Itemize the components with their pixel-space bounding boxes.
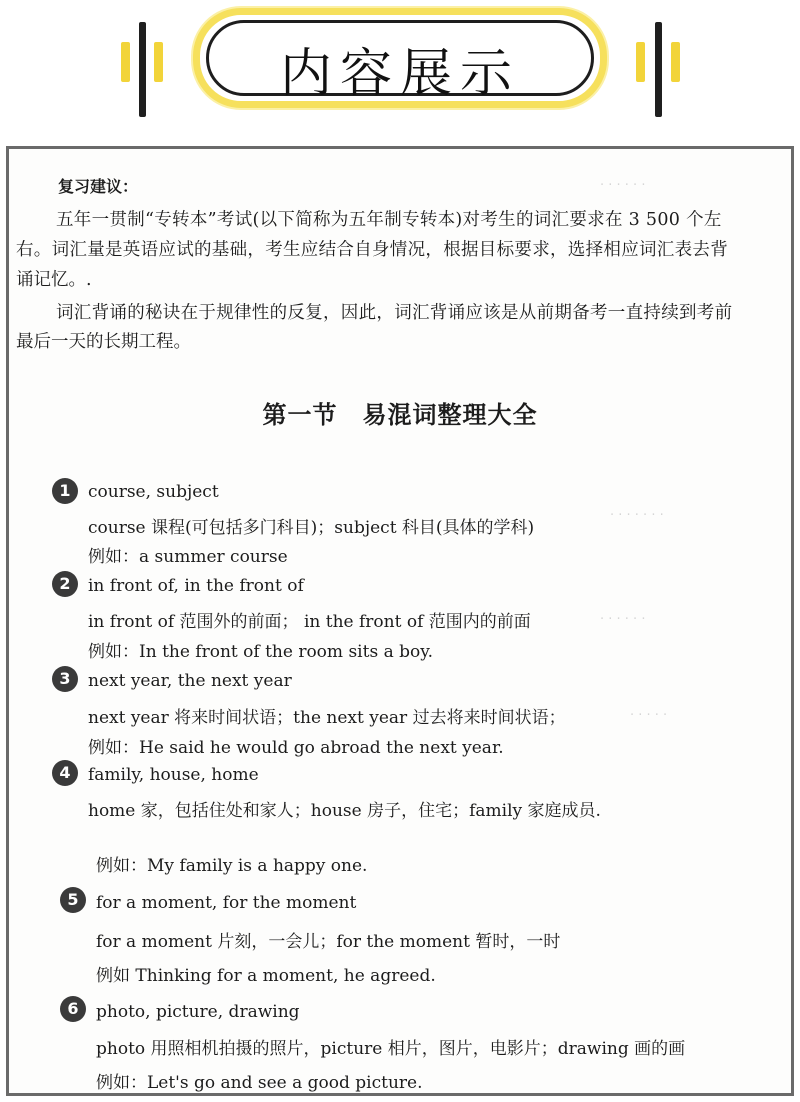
item-explanation: home 家，包括住处和家人；house 房子，住宅；family 家庭成员. xyxy=(88,801,601,821)
item-number-badge: 2 xyxy=(52,571,78,597)
item-example: 例如 Thinking for a moment, he agreed. xyxy=(96,966,436,986)
item-explanation: in front of 范围外的前面； in the front of 范围内的前面 xyxy=(88,612,531,632)
advice-paragraph-line: 右。词汇量是英语应试的基础，考生应结合自身情况，根据目标要求，选择相应词汇表去背 xyxy=(16,240,728,260)
decor-bar-right-1 xyxy=(636,42,645,82)
item-heading: photo, picture, drawing xyxy=(96,1002,300,1022)
item-heading: course, subject xyxy=(88,482,219,502)
item-heading: in front of, in the front of xyxy=(88,576,304,596)
advice-paragraph-line: 词汇背诵的秘诀在于规律性的反复，因此，词汇背诵应该是从前期备考一直持续到考前 xyxy=(56,303,733,323)
bleed-through-mark: · · · · · · · xyxy=(610,508,664,523)
title-badge xyxy=(193,8,607,108)
item-heading: for a moment, for the moment xyxy=(96,893,357,913)
item-example: 例如：a summer course xyxy=(88,547,288,567)
advice-paragraph-line: 最后一天的长期工程。 xyxy=(16,332,191,352)
item-explanation: next year 将来时间状语；the next year 过去将来时间状语； xyxy=(88,708,566,728)
item-number-badge: 4 xyxy=(52,760,78,786)
advice-paragraph-line: 五年一贯制“专转本”考试(以下简称为五年制专转本)对考生的词汇要求在 3 500 个左 xyxy=(56,210,722,230)
item-number-badge: 3 xyxy=(52,666,78,692)
item-number-badge: 5 xyxy=(60,887,86,913)
decor-bar-left-2 xyxy=(139,22,146,117)
decor-bar-right-3 xyxy=(671,42,680,82)
item-heading: next year, the next year xyxy=(88,671,292,691)
decor-bar-right-2 xyxy=(655,22,662,117)
item-example: 例如：In the front of the room sits a boy. xyxy=(88,642,433,662)
item-example: 例如：He said he would go abroad the next year. xyxy=(88,738,504,758)
advice-heading: 复习建议： xyxy=(58,177,139,196)
bleed-through-mark: · · · · · · xyxy=(600,178,646,193)
bleed-through-mark: · · · · · xyxy=(630,708,668,723)
section-title: 第一节 易混词整理大全 xyxy=(262,400,538,429)
item-explanation: photo 用照相机拍摄的照片，picture 相片，图片，电影片；drawing 画的画 xyxy=(96,1039,686,1059)
item-explanation: course 课程(可包括多门科目)；subject 科目(具体的学科) xyxy=(88,518,535,538)
decor-bar-left-1 xyxy=(121,42,130,82)
item-example: 例如：Let's go and see a good picture. xyxy=(96,1073,423,1093)
header-band xyxy=(0,0,800,140)
bleed-through-mark: · · · · · · xyxy=(600,612,646,627)
decor-bar-left-3 xyxy=(154,42,163,82)
page-title: 内容展示 xyxy=(279,44,520,104)
item-explanation: for a moment 片刻，一会儿；for the moment 暂时，一时 xyxy=(96,932,561,952)
item-example: 例如：My family is a happy one. xyxy=(96,856,368,876)
item-heading: family, house, home xyxy=(88,765,259,785)
advice-paragraph-line: 诵记忆。. xyxy=(16,270,92,290)
item-number-badge: 1 xyxy=(52,478,78,504)
item-number-badge: 6 xyxy=(60,996,86,1022)
